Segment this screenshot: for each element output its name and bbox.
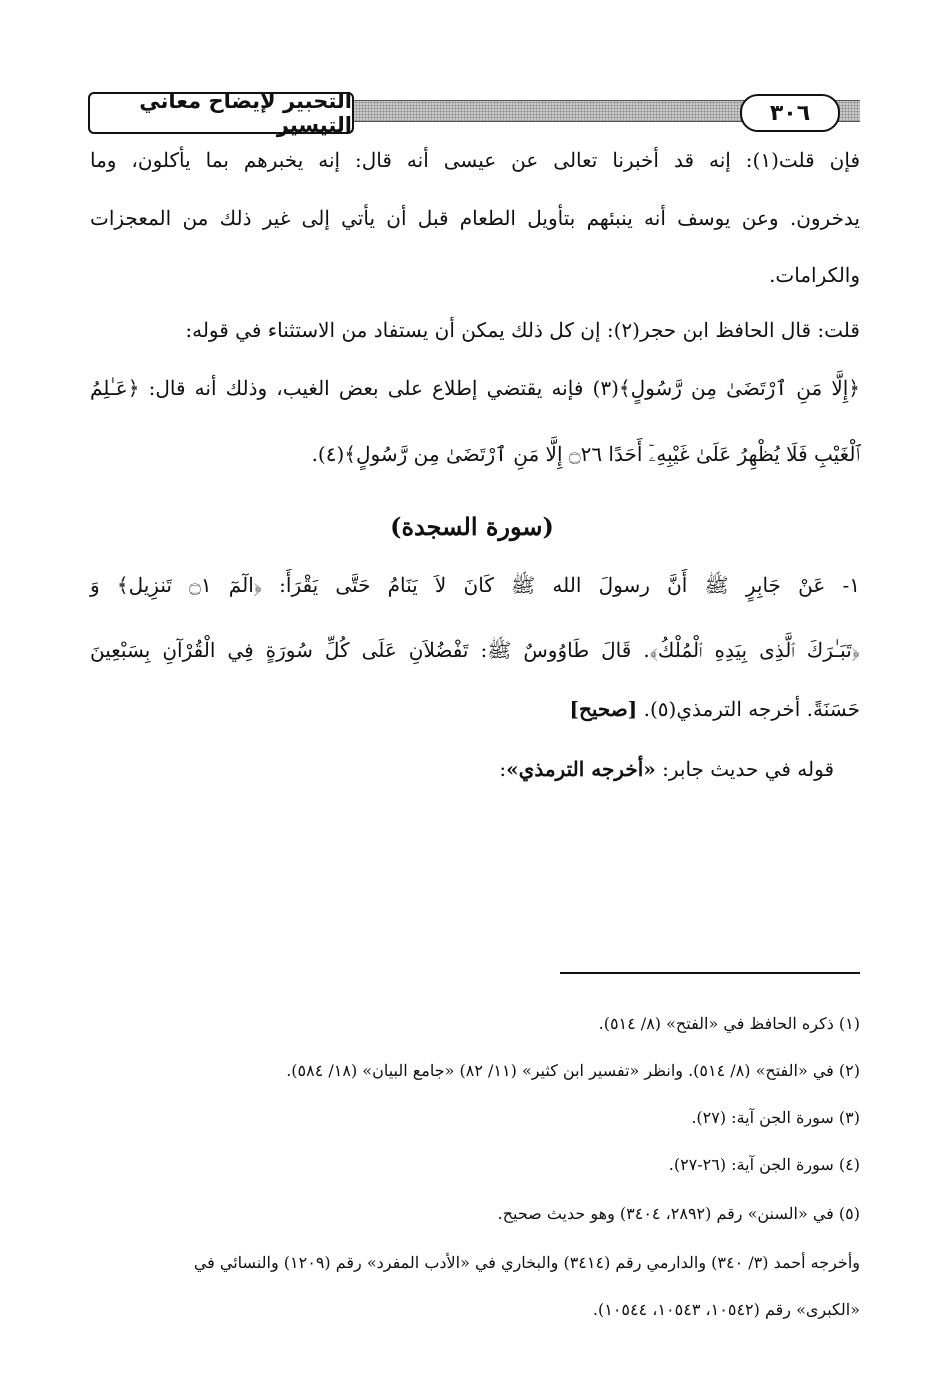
- book-title: التحبير لإيضاح معاني التيسير: [88, 92, 354, 134]
- hadith-line-2: ﴿تَبَـٰرَكَ ٱلَّذِى بِيَدِهِ ٱلْمُلْكُ﴾. قَالَ طَاوُوسٌ ﷺ: تَفْضُلاَنِ عَلَى كُلِّ سُورَةٍ فِي الْقُرْآنِ بِسَبْعِينَ: [90, 638, 860, 662]
- hadith-line-3-text: حَسَنَةً. أخرجه الترمذي(٥).: [637, 697, 860, 721]
- hadith-line-1: ١- عَنْ جَابِرٍ ﷺ أَنَّ رسولَ الله ﷺ كَانَ لاَ يَنَامُ حَتَّى يَقْرَأَ: ﴿الٓمٓ ۝١ تَنزِيل﴾ وَ: [90, 573, 860, 597]
- commentary-bold: «أخرجه الترمذي»: [506, 757, 656, 781]
- page-number: ٣٠٦: [740, 94, 840, 132]
- footnote-1: (١) ذكره الحافظ في «الفتح» (٨/ ٥١٤).: [598, 1014, 860, 1033]
- paragraph-1-line-3: والكرامات.: [769, 263, 860, 287]
- hadith-grade: [صحيح]: [569, 697, 638, 721]
- paragraph-1-line-2: يدخرون. وعن يوسف أنه ينبئهم بتأويل الطعام قبل أن يأتي إلى غير ذلك من المعجزات: [90, 206, 860, 230]
- surah-heading: (سورة السجدة): [390, 512, 554, 541]
- footnote-separator: [560, 972, 860, 974]
- footnote-5-continuation-1: وأخرجه أحمد (٣/ ٣٤٠) والدارمي رقم (٣٤١٤) والبخاري في «الأدب المفرد» رقم (١٢٠٩) والنسائي في: [193, 1253, 860, 1272]
- commentary-line: [94, 757, 834, 781]
- hadith-line-3: [90, 697, 860, 721]
- page-header: [88, 89, 860, 137]
- paragraph-1-line-1: فإن قلت(١): إنه قد أخبرنا تعالى عن عيسى أنه قال: إنه يخبرهم بما يأكلون، وما: [90, 148, 861, 172]
- paragraph-2-line-3: ٱلْغَيْبِ فَلَا يُظْهِرُ عَلَىٰ غَيْبِهِۦٓ أَحَدًا ۝٢٦ إِلَّا مَنِ ٱرْتَضَىٰ مِن رَّسُولٍ﴾(٤).: [311, 442, 860, 466]
- commentary-prefix: قوله في حديث جابر:: [655, 757, 834, 781]
- footnote-3: (٣) سورة الجن آية: (٢٧).: [691, 1108, 860, 1127]
- paragraph-2-line-2: ﴿إِلَّا مَنِ ٱرْتَضَىٰ مِن رَّسُولٍ﴾(٣) فإنه يقتضي إطلاع على بعض الغيب، وذلك أنه قال: ﴿عَـٰلِمُ: [90, 376, 860, 400]
- footnote-4: (٤) سورة الجن آية: (٢٦-٢٧).: [668, 1155, 860, 1174]
- paragraph-2-line-1: قلت: قال الحافظ ابن حجر(٢): إن كل ذلك يمكن أن يستفاد من الاستثناء في قوله:: [185, 318, 860, 342]
- footnote-2: (٢) في «الفتح» (٨/ ٥١٤). وانظر «تفسير ابن كثير» (١١/ ٨٢) «جامع البيان» (١٨/ ٥٨٤).: [286, 1061, 860, 1080]
- footnote-5: (٥) في «السنن» رقم (٢٨٩٢، ٣٤٠٤) وهو حديث صحيح.: [497, 1204, 860, 1223]
- footnote-5-continuation-2: «الكبرى» رقم (١٠٥٤٢، ١٠٥٤٣، ١٠٥٤٤).: [592, 1300, 860, 1319]
- commentary-suffix: :: [499, 757, 507, 781]
